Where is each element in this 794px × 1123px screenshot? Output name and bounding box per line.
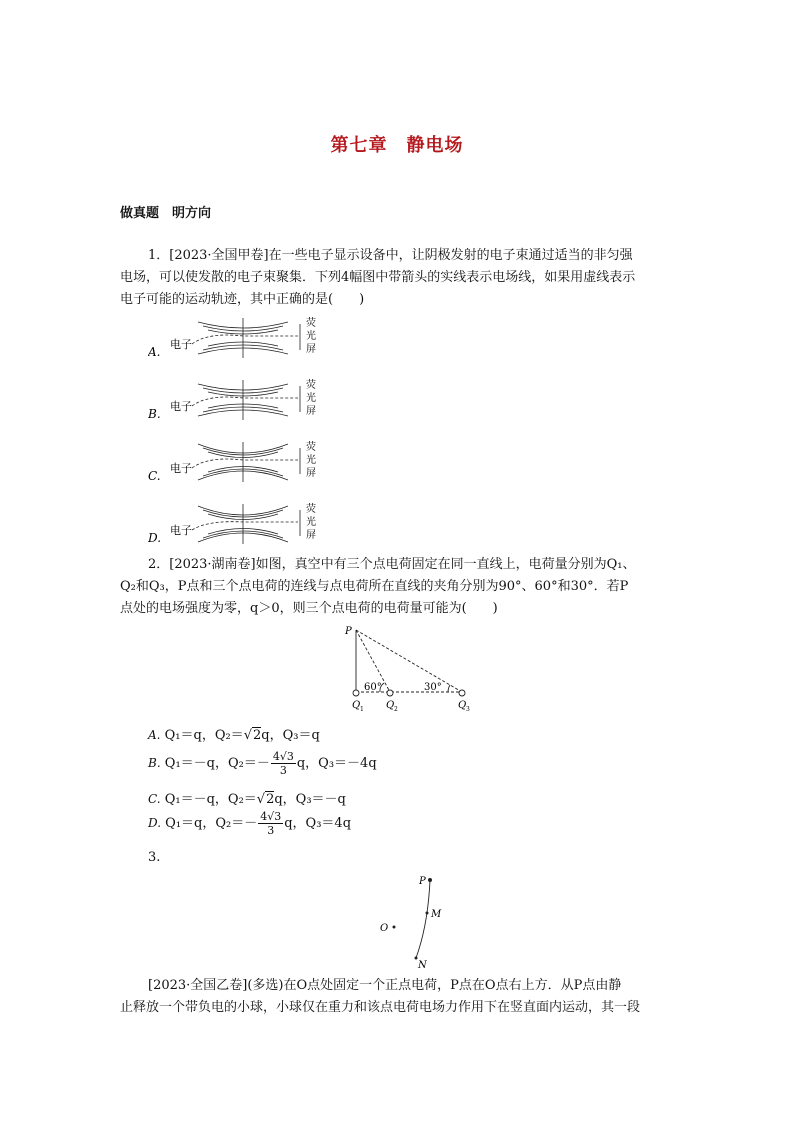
q3-label: Q	[458, 700, 467, 711]
svg-text:荧: 荧	[306, 318, 316, 329]
option-text-a: Q₁＝－q，Q₂＝	[164, 792, 257, 807]
label-m: M	[431, 909, 442, 920]
q2-figure	[340, 622, 480, 718]
q2-line-3: 点处的电场强度为零，q＞0，则三个点电荷的电荷量可能为( )	[120, 601, 498, 616]
option-text-b: q，Q₃＝－q	[274, 792, 346, 807]
option-label: B.	[148, 756, 161, 770]
fraction-denominator: 3	[279, 764, 287, 777]
q2-option-b	[148, 750, 377, 777]
question-1-text	[120, 245, 676, 311]
electron-label: 电子	[170, 338, 192, 351]
question-2-text	[120, 554, 676, 620]
q2-diagram	[340, 622, 480, 714]
screen-label	[306, 502, 316, 541]
q1-option-a	[148, 312, 328, 366]
svg-text:荧: 荧	[306, 380, 316, 391]
option-text-a: Q₁＝q，Q₂＝	[164, 728, 244, 743]
charge-q1	[353, 690, 359, 696]
q2-option-c: C. Q₁＝－q，Q₂＝√2q，Q₃＝－q	[148, 792, 346, 807]
svg-text:光: 光	[306, 393, 316, 404]
svg-text:屏: 屏	[306, 468, 316, 479]
q1-option-label: D.	[148, 531, 162, 545]
svg-text:屏: 屏	[306, 406, 316, 417]
q3-number: 3.	[148, 850, 161, 865]
fraction-numerator: 4√3	[272, 750, 294, 763]
svg-text:荧: 荧	[306, 442, 316, 453]
option-label: D.	[148, 816, 162, 830]
option-text-a: Q₁＝q，Q₂＝－	[165, 816, 258, 831]
svg-text:荧: 荧	[306, 504, 316, 515]
q3-line-1: [2023·全国乙卷](多选)在O点处固定一个正点电荷，P点在O点右上方．从P点由静	[148, 978, 622, 993]
svg-text:屏: 屏	[306, 344, 316, 355]
option-label: C.	[148, 792, 161, 806]
q1-figure-d	[148, 498, 328, 548]
point-m	[426, 912, 429, 915]
screen-label	[306, 316, 316, 355]
q1-line-2: 电场，可以使发散的电子束聚集．下列4幅图中带箭头的实线表示电场线，如果用虚线表示	[120, 270, 636, 285]
q1-option-label: A.	[148, 345, 161, 359]
q1-figure-b	[148, 374, 328, 424]
q1-line-1: 1．[2023·全国甲卷]在一些电子显示设备中，让阴极发射的电子束通过适当的非匀强	[148, 248, 633, 263]
q1-option-b	[148, 374, 328, 428]
field-lines	[198, 380, 300, 420]
fraction-denominator: 3	[267, 824, 275, 837]
q3-figure	[370, 870, 460, 974]
screen-label	[306, 440, 316, 479]
fraction	[271, 750, 296, 777]
q1-label: Q	[352, 700, 361, 711]
charge-q3	[459, 690, 465, 696]
electron-label: 电子	[170, 462, 192, 475]
q1-figure-c	[148, 436, 328, 486]
section-heading: 做真题 明方向	[120, 206, 212, 221]
q3-line-2: 止释放一个带负电的小球，小球仅在重力和该点电荷电场力作用下在竖直面内运动，其一段	[120, 1000, 641, 1015]
option-text-a: Q₁＝－q，Q₂＝－	[164, 756, 270, 771]
fraction-numerator: 4√3	[260, 810, 282, 823]
svg-text:光: 光	[306, 455, 316, 466]
point-o	[393, 926, 396, 929]
option-label: A.	[148, 728, 161, 742]
electron-label: 电子	[170, 400, 192, 413]
q1-line-3: 电子可能的运动轨迹，其中正确的是( )	[120, 292, 365, 307]
label-p: P	[419, 876, 426, 887]
q2-line-1: 2．[2023·湖南卷]如图，真空中有三个点电荷固定在同一直线上，电荷量分别为Q₁、	[148, 557, 636, 572]
svg-text:光: 光	[306, 517, 316, 528]
trajectory-curve	[416, 880, 430, 958]
q1-option-label: B.	[148, 407, 161, 421]
q1-option-label: C.	[148, 469, 161, 483]
field-lines	[198, 504, 300, 544]
q1-option-d	[148, 498, 328, 552]
charge-q2	[387, 690, 393, 696]
point-p	[428, 878, 432, 882]
trajectory-dashed	[192, 397, 298, 406]
q2-option-d	[148, 810, 351, 837]
field-lines	[198, 442, 300, 482]
point-p-label: P	[345, 626, 352, 637]
option-text-b: q，Q₃＝－4q	[296, 756, 377, 771]
field-lines	[198, 318, 300, 358]
svg-text:光: 光	[306, 331, 316, 342]
q1-figure-a	[148, 312, 328, 362]
q3-subscript: 3	[466, 706, 470, 713]
q1-option-c	[148, 436, 328, 490]
angle-30-label: 30°	[424, 682, 442, 693]
screen-label	[306, 378, 316, 417]
q2-option-a: A. Q₁＝q，Q₂＝√2q，Q₃＝q	[148, 728, 320, 743]
q2-label: Q	[386, 700, 395, 711]
angle-arc-30	[448, 685, 450, 692]
svg-text:屏: 屏	[306, 530, 316, 541]
page-title: 第七章 静电场	[330, 135, 464, 156]
q3-diagram	[370, 870, 460, 970]
option-text-b: q，Q₃＝4q	[284, 816, 352, 831]
option-text-b: q，Q₃＝q	[261, 728, 320, 743]
fraction	[258, 810, 283, 837]
angle-60-label: 60°	[364, 682, 382, 693]
label-o: O	[380, 923, 389, 934]
electron-label: 电子	[170, 524, 192, 537]
q2-line-2: Q₂和Q₃，P点和三个点电荷的连线与点电荷所在直线的夹角分别为90°、60°和30°．若P	[120, 579, 629, 594]
trajectory-dashed	[192, 335, 298, 344]
sqrt-value: 2	[266, 792, 275, 807]
sqrt-value: 2	[252, 728, 262, 743]
q1-subscript: 1	[360, 706, 364, 713]
question-3-text	[120, 975, 676, 1019]
q2-subscript: 2	[394, 706, 398, 713]
label-n: N	[418, 960, 427, 970]
